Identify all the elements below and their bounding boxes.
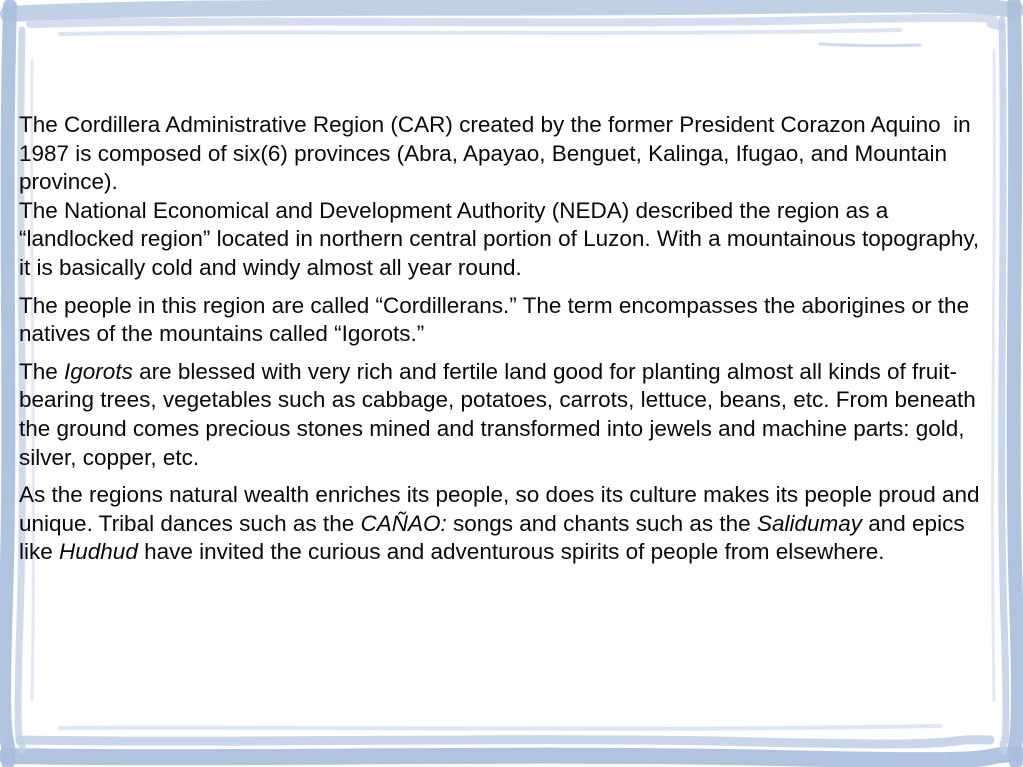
frame-bottom-stroke [6, 754, 1018, 760]
slide-body [19, 111, 994, 576]
frame-right-stroke [1014, 4, 1018, 762]
car-intro-text: The Cordillera Administrative Region (CAR) created by the former President Corazon Aquino in 1987 is composed of six(6) provinces (Abra, Apayao, Benguet, Kalinga, Ifugao, and Mountain province). [19, 112, 971, 195]
culture-lead: As the regions natural wealth enriches its people, so does its culture makes its people proud and unique. Tribal dances such as the [19, 482, 980, 536]
salidumay-term: Salidumay [756, 510, 862, 536]
igorots-term: Igorots [64, 358, 133, 384]
culture-mid-2: and epics like [19, 510, 965, 565]
igorots-lead: The [19, 358, 65, 384]
canao-term: CAÑAO: [360, 510, 447, 536]
culture-mid-1: songs and chants such as the [446, 510, 757, 536]
culture-end: have invited the curious and adventurous spirits of people from elsewhere. [137, 539, 885, 565]
paragraph-culture [19, 481, 994, 567]
igorots-rest: are blessed with very rich and fertile land good for planting almost all kinds of fruit-bearing trees, vegetables such as cabbage, potatoes, carrots, lettuce, beans, etc. From beneath the ground comes precious stones mined and transformed into jewels and machine parts: gold, silver, copper, etc. [19, 358, 976, 470]
paragraph-cordillerans: The people in this region are called “Cordillerans.” The term encompasses the aborigines or the natives of the mountains called “Igorots.” [19, 292, 970, 347]
frame-top-stroke [8, 5, 1016, 14]
hudhud-term: Hudhud [59, 539, 138, 565]
neda-description-text: The National Economical and Development Authority (NEDA) described the region as a “landlocked region” located in northern central portion of Luzon. With a mountainous topography, it is basically cold and windy almost all year round. [19, 197, 980, 280]
frame-left-stroke [4, 6, 10, 762]
paragraph-car-intro [19, 111, 994, 283]
paragraph-igorots [19, 358, 994, 472]
